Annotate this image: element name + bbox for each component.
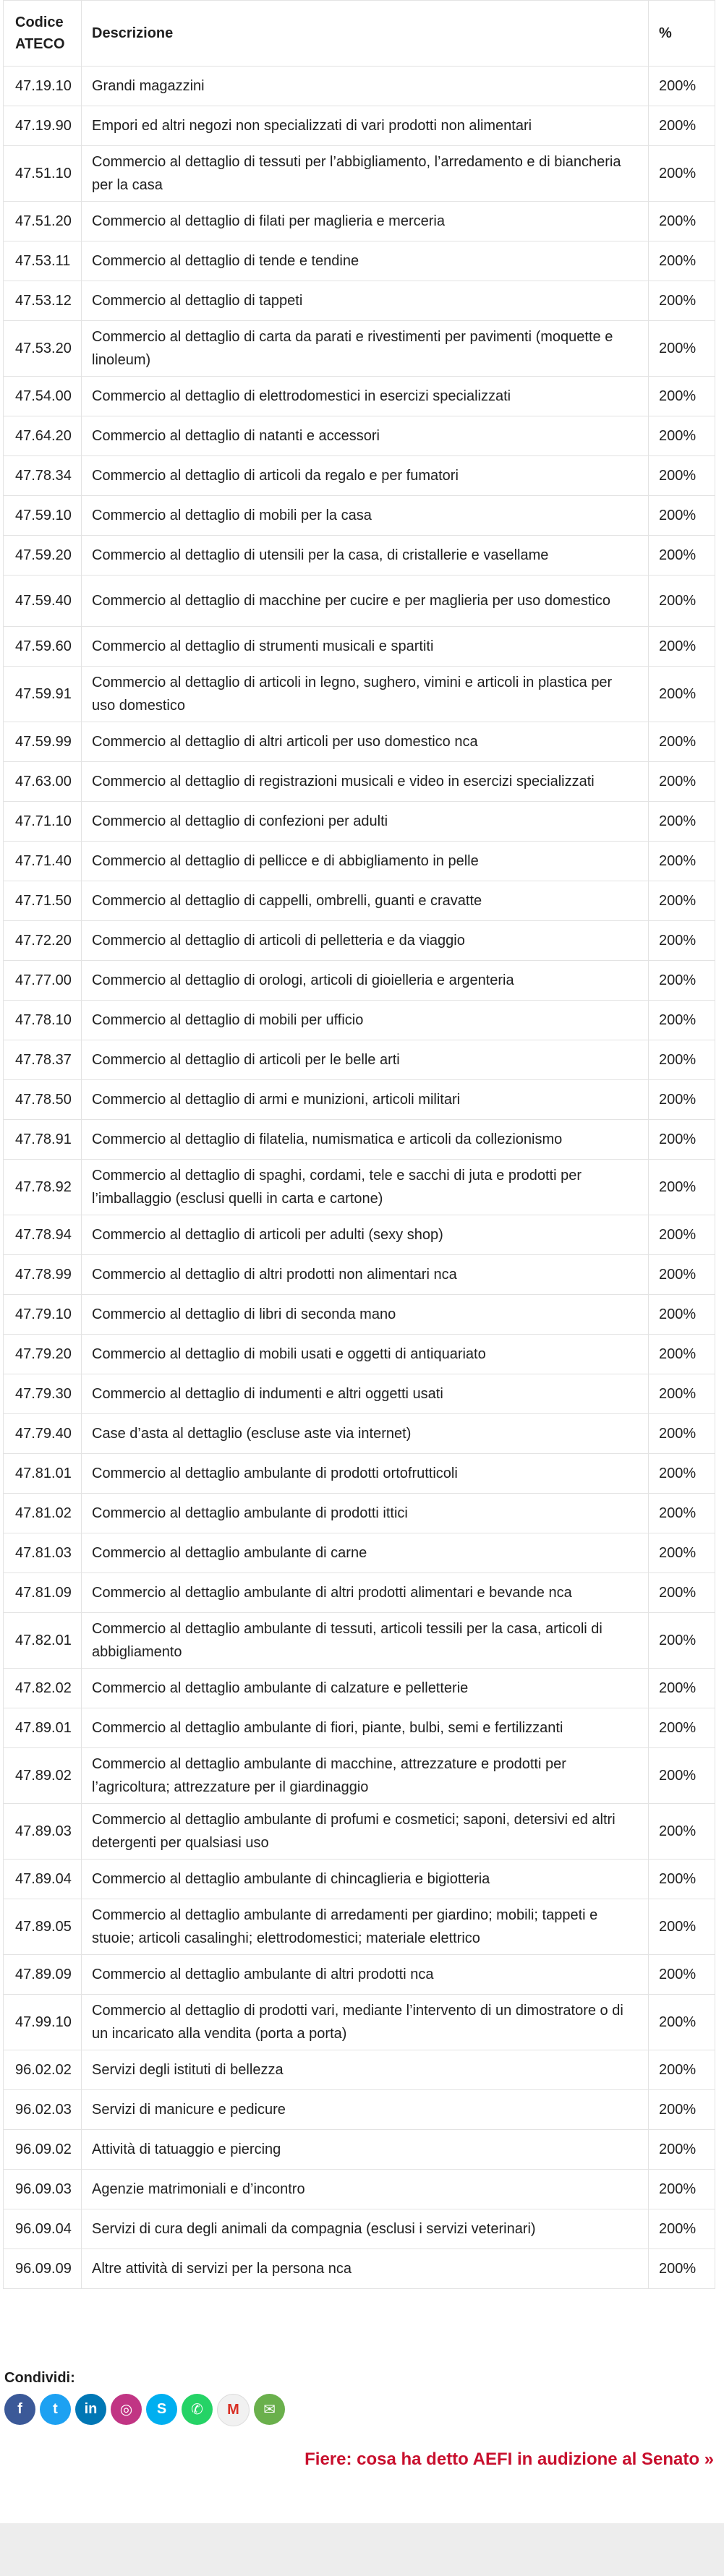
row-code: 96.09.02 [4, 2130, 82, 2170]
table-row [4, 1804, 715, 1860]
row-description: Commercio al dettaglio di elettrodomestici in esercizi specializzati [82, 377, 649, 416]
row-percent: 200% [649, 377, 715, 416]
row-description: Commercio al dettaglio ambulante di prodotti ittici [82, 1494, 649, 1533]
table-row [4, 1295, 715, 1335]
row-description: Commercio al dettaglio di tappeti [82, 281, 649, 321]
row-code: 47.81.01 [4, 1454, 82, 1494]
linkedin-icon[interactable]: in [75, 2394, 106, 2425]
row-code: 47.81.02 [4, 1494, 82, 1533]
row-description: Commercio al dettaglio di tessuti per l’abbigliamento, l’arredamento e di biancheria per la casa [82, 146, 649, 202]
header-description: Descrizione [82, 1, 649, 67]
row-description: Commercio al dettaglio ambulante di calzature e pelletterie [82, 1669, 649, 1708]
row-percent: 200% [649, 202, 715, 241]
row-percent: 200% [649, 1669, 715, 1708]
row-description: Commercio al dettaglio ambulante di chincaglieria e bigiotteria [82, 1860, 649, 1899]
row-percent: 200% [649, 106, 715, 146]
table-row [4, 762, 715, 802]
row-code: 47.89.01 [4, 1708, 82, 1748]
table-row [4, 1001, 715, 1040]
row-code: 47.78.99 [4, 1255, 82, 1295]
row-code: 47.79.20 [4, 1335, 82, 1374]
row-percent: 200% [649, 627, 715, 667]
row-code: 47.78.37 [4, 1040, 82, 1080]
row-percent: 200% [649, 575, 715, 627]
row-percent: 200% [649, 281, 715, 321]
header-percent: % [649, 1, 715, 67]
row-description: Empori ed altri negozi non specializzati di vari prodotti non alimentari [82, 106, 649, 146]
row-percent: 200% [649, 2130, 715, 2170]
row-code: 47.81.09 [4, 1573, 82, 1613]
row-code: 47.79.40 [4, 1414, 82, 1454]
row-code: 96.02.03 [4, 2090, 82, 2130]
row-code: 47.63.00 [4, 762, 82, 802]
row-code: 47.19.10 [4, 67, 82, 106]
table-row [4, 202, 715, 241]
row-percent: 200% [649, 2249, 715, 2289]
row-code: 47.78.91 [4, 1120, 82, 1160]
row-code: 47.59.10 [4, 496, 82, 536]
table-row [4, 1613, 715, 1669]
row-description: Attività di tatuaggio e piercing [82, 2130, 649, 2170]
row-percent: 200% [649, 1374, 715, 1414]
table-row [4, 456, 715, 496]
row-percent: 200% [649, 456, 715, 496]
table-row [4, 575, 715, 627]
row-description: Case d’asta al dettaglio (escluse aste via internet) [82, 1414, 649, 1454]
share-label: Condividi: [4, 2370, 75, 2386]
row-percent: 200% [649, 1120, 715, 1160]
table-row [4, 802, 715, 842]
table-row [4, 146, 715, 202]
row-description: Commercio al dettaglio di macchine per cucire e per maglieria per uso domestico [82, 575, 649, 627]
row-code: 47.78.50 [4, 1080, 82, 1120]
row-code: 47.81.03 [4, 1533, 82, 1573]
row-code: 47.54.00 [4, 377, 82, 416]
row-percent: 200% [649, 1804, 715, 1860]
row-code: 47.19.90 [4, 106, 82, 146]
row-description: Commercio al dettaglio di natanti e accessori [82, 416, 649, 456]
share-section [4, 2370, 285, 2426]
row-code: 47.51.20 [4, 202, 82, 241]
table-row [4, 1669, 715, 1708]
table-row [4, 667, 715, 722]
table-row [4, 1899, 715, 1955]
table-row [4, 241, 715, 281]
row-description: Commercio al dettaglio di armi e munizioni, articoli militari [82, 1080, 649, 1120]
table-row [4, 536, 715, 575]
row-percent: 200% [649, 722, 715, 762]
row-description: Servizi di cura degli animali da compagnia (esclusi i servizi veterinari) [82, 2209, 649, 2249]
row-code: 47.53.11 [4, 241, 82, 281]
row-code: 47.72.20 [4, 921, 82, 961]
table-row [4, 1573, 715, 1613]
row-code: 47.71.50 [4, 881, 82, 921]
row-description: Altre attività di servizi per la persona nca [82, 2249, 649, 2289]
row-description: Commercio al dettaglio di carta da parati e rivestimenti per pavimenti (moquette e linoleum) [82, 321, 649, 377]
row-description: Commercio al dettaglio di tende e tendine [82, 241, 649, 281]
table-row [4, 2209, 715, 2249]
row-percent: 200% [649, 1255, 715, 1295]
table-row [4, 106, 715, 146]
row-description: Commercio al dettaglio di articoli in legno, sughero, vimini e articoli in plastica per uso domestico [82, 667, 649, 722]
row-percent: 200% [649, 2209, 715, 2249]
row-percent: 200% [649, 1533, 715, 1573]
table-row [4, 842, 715, 881]
row-code: 47.79.30 [4, 1374, 82, 1414]
row-description: Commercio al dettaglio di prodotti vari, mediante l’intervento di un dimostratore o di un incaricato alla vendita (porta a porta) [82, 1995, 649, 2050]
table-row [4, 2050, 715, 2090]
table-row [4, 1080, 715, 1120]
next-post-link[interactable]: Fiere: cosa ha detto AEFI in audizione al Senato » [304, 2449, 714, 2469]
row-description: Commercio al dettaglio di filati per maglieria e merceria [82, 202, 649, 241]
row-description: Agenzie matrimoniali e d’incontro [82, 2170, 649, 2209]
row-code: 47.82.02 [4, 1669, 82, 1708]
row-percent: 200% [649, 1573, 715, 1613]
row-percent: 200% [649, 2050, 715, 2090]
table-row [4, 1494, 715, 1533]
row-description: Commercio al dettaglio di orologi, articoli di gioielleria e argenteria [82, 961, 649, 1001]
table-row [4, 377, 715, 416]
row-description: Commercio al dettaglio ambulante di carne [82, 1533, 649, 1573]
table-row [4, 1748, 715, 1804]
table-body [4, 67, 715, 2289]
table-row [4, 1335, 715, 1374]
row-description: Commercio al dettaglio ambulante di arredamenti per giardino; mobili; tappeti e stuoie; articoli casalinghi; elettrodomestici; materiale elettrico [82, 1899, 649, 1955]
table-row [4, 1955, 715, 1995]
row-percent: 200% [649, 1860, 715, 1899]
row-percent: 200% [649, 2090, 715, 2130]
table-row [4, 722, 715, 762]
ateco-table-container [3, 0, 715, 2289]
table-row [4, 416, 715, 456]
row-percent: 200% [649, 321, 715, 377]
row-percent: 200% [649, 1708, 715, 1748]
row-description: Commercio al dettaglio di confezioni per adulti [82, 802, 649, 842]
table-row [4, 1255, 715, 1295]
share-icons [4, 2394, 285, 2426]
footer-band [0, 2523, 724, 2576]
row-description: Grandi magazzini [82, 67, 649, 106]
row-description: Commercio al dettaglio ambulante di altri prodotti alimentari e bevande nca [82, 1573, 649, 1613]
row-percent: 200% [649, 1215, 715, 1255]
table-row [4, 2130, 715, 2170]
row-percent: 200% [649, 961, 715, 1001]
row-code: 47.64.20 [4, 416, 82, 456]
row-description: Commercio al dettaglio ambulante di macchine, attrezzature e prodotti per l’agricoltura; attrezzature per il giardinaggio [82, 1748, 649, 1804]
row-code: 47.71.10 [4, 802, 82, 842]
table-row [4, 1374, 715, 1414]
row-code: 96.02.02 [4, 2050, 82, 2090]
row-code: 47.77.00 [4, 961, 82, 1001]
row-code: 47.78.10 [4, 1001, 82, 1040]
row-description: Commercio al dettaglio di pellicce e di abbigliamento in pelle [82, 842, 649, 881]
row-percent: 200% [649, 1613, 715, 1669]
skype-icon[interactable]: S [146, 2394, 177, 2425]
row-code: 47.59.91 [4, 667, 82, 722]
row-code: 96.09.04 [4, 2209, 82, 2249]
row-description: Commercio al dettaglio di mobili per la casa [82, 496, 649, 536]
row-percent: 200% [649, 1040, 715, 1080]
row-description: Commercio al dettaglio di strumenti musicali e spartiti [82, 627, 649, 667]
table-row [4, 1120, 715, 1160]
table-row [4, 67, 715, 106]
table-row [4, 2090, 715, 2130]
row-description: Commercio al dettaglio di spaghi, cordami, tele e sacchi di juta e prodotti per l’imballaggio (esclusi quelli in carta e cartone) [82, 1160, 649, 1215]
row-description: Commercio al dettaglio di mobili per ufficio [82, 1001, 649, 1040]
table-row [4, 281, 715, 321]
row-description: Servizi di manicure e pedicure [82, 2090, 649, 2130]
row-description: Commercio al dettaglio ambulante di fiori, piante, bulbi, semi e fertilizzanti [82, 1708, 649, 1748]
row-code: 47.71.40 [4, 842, 82, 881]
row-code: 47.59.40 [4, 575, 82, 627]
row-code: 96.09.09 [4, 2249, 82, 2289]
row-percent: 200% [649, 2170, 715, 2209]
row-description: Commercio al dettaglio di cappelli, ombrelli, guanti e cravatte [82, 881, 649, 921]
row-description: Commercio al dettaglio di utensili per la casa, di cristallerie e vasellame [82, 536, 649, 575]
row-percent: 200% [649, 536, 715, 575]
row-description: Commercio al dettaglio di mobili usati e oggetti di antiquariato [82, 1335, 649, 1374]
row-code: 47.78.94 [4, 1215, 82, 1255]
table-row [4, 881, 715, 921]
ateco-table [3, 0, 715, 2289]
row-code: 47.79.10 [4, 1295, 82, 1335]
facebook-icon[interactable]: f [4, 2394, 35, 2425]
instagram-icon[interactable]: ◎ [111, 2394, 142, 2425]
twitter-icon[interactable]: t [40, 2394, 71, 2425]
table-header-row [4, 1, 715, 67]
row-code: 47.89.02 [4, 1748, 82, 1804]
row-code: 47.78.92 [4, 1160, 82, 1215]
row-percent: 200% [649, 496, 715, 536]
row-percent: 200% [649, 1295, 715, 1335]
row-percent: 200% [649, 241, 715, 281]
row-description: Commercio al dettaglio di filatelia, numismatica e articoli da collezionismo [82, 1120, 649, 1160]
email-icon[interactable]: ✉ [254, 2394, 285, 2425]
row-percent: 200% [649, 921, 715, 961]
table-row [4, 496, 715, 536]
row-percent: 200% [649, 1335, 715, 1374]
row-description: Commercio al dettaglio ambulante di profumi e cosmetici; saponi, detersivi ed altri detergenti per qualsiasi uso [82, 1804, 649, 1860]
row-percent: 200% [649, 1494, 715, 1533]
row-code: 47.78.34 [4, 456, 82, 496]
row-percent: 200% [649, 1080, 715, 1120]
row-code: 47.89.03 [4, 1804, 82, 1860]
row-description: Commercio al dettaglio di articoli da regalo e per fumatori [82, 456, 649, 496]
table-row [4, 1708, 715, 1748]
row-percent: 200% [649, 881, 715, 921]
row-description: Commercio al dettaglio di articoli di pelletteria e da viaggio [82, 921, 649, 961]
table-row [4, 1454, 715, 1494]
row-description: Commercio al dettaglio di indumenti e altri oggetti usati [82, 1374, 649, 1414]
table-row [4, 1040, 715, 1080]
row-code: 47.59.20 [4, 536, 82, 575]
gmail-icon[interactable]: M [217, 2394, 250, 2426]
row-code: 47.99.10 [4, 1995, 82, 2050]
row-description: Commercio al dettaglio ambulante di altri prodotti nca [82, 1955, 649, 1995]
row-description: Commercio al dettaglio di registrazioni musicali e video in esercizi specializzati [82, 762, 649, 802]
row-percent: 200% [649, 1899, 715, 1955]
row-percent: 200% [649, 146, 715, 202]
row-percent: 200% [649, 1160, 715, 1215]
table-row [4, 921, 715, 961]
row-percent: 200% [649, 762, 715, 802]
table-row [4, 1215, 715, 1255]
table-row [4, 1414, 715, 1454]
row-description: Commercio al dettaglio di altri prodotti non alimentari nca [82, 1255, 649, 1295]
row-code: 47.59.60 [4, 627, 82, 667]
table-row [4, 1995, 715, 2050]
row-percent: 200% [649, 1748, 715, 1804]
row-code: 47.89.05 [4, 1899, 82, 1955]
row-percent: 200% [649, 802, 715, 842]
row-code: 47.82.01 [4, 1613, 82, 1669]
table-row [4, 1533, 715, 1573]
row-description: Commercio al dettaglio ambulante di prodotti ortofrutticoli [82, 1454, 649, 1494]
row-description: Commercio al dettaglio di altri articoli per uso domestico nca [82, 722, 649, 762]
table-row [4, 2170, 715, 2209]
row-code: 47.53.20 [4, 321, 82, 377]
row-description: Commercio al dettaglio di libri di seconda mano [82, 1295, 649, 1335]
row-percent: 200% [649, 1001, 715, 1040]
row-description: Commercio al dettaglio ambulante di tessuti, articoli tessili per la casa, articoli di abbigliamento [82, 1613, 649, 1669]
row-percent: 200% [649, 1995, 715, 2050]
row-code: 47.51.10 [4, 146, 82, 202]
row-code: 47.89.09 [4, 1955, 82, 1995]
row-description: Commercio al dettaglio di articoli per le belle arti [82, 1040, 649, 1080]
table-row [4, 321, 715, 377]
row-code: 47.89.04 [4, 1860, 82, 1899]
header-code: Codice ATECO [4, 1, 82, 67]
row-description: Commercio al dettaglio di articoli per adulti (sexy shop) [82, 1215, 649, 1255]
row-code: 47.59.99 [4, 722, 82, 762]
whatsapp-icon[interactable]: ✆ [182, 2394, 213, 2425]
row-code: 96.09.03 [4, 2170, 82, 2209]
row-percent: 200% [649, 1454, 715, 1494]
row-percent: 200% [649, 842, 715, 881]
row-percent: 200% [649, 667, 715, 722]
row-percent: 200% [649, 1414, 715, 1454]
row-percent: 200% [649, 416, 715, 456]
row-percent: 200% [649, 67, 715, 106]
table-row [4, 1160, 715, 1215]
table-row [4, 1860, 715, 1899]
table-row [4, 961, 715, 1001]
row-description: Servizi degli istituti di bellezza [82, 2050, 649, 2090]
table-row [4, 2249, 715, 2289]
row-code: 47.53.12 [4, 281, 82, 321]
table-row [4, 627, 715, 667]
row-percent: 200% [649, 1955, 715, 1995]
